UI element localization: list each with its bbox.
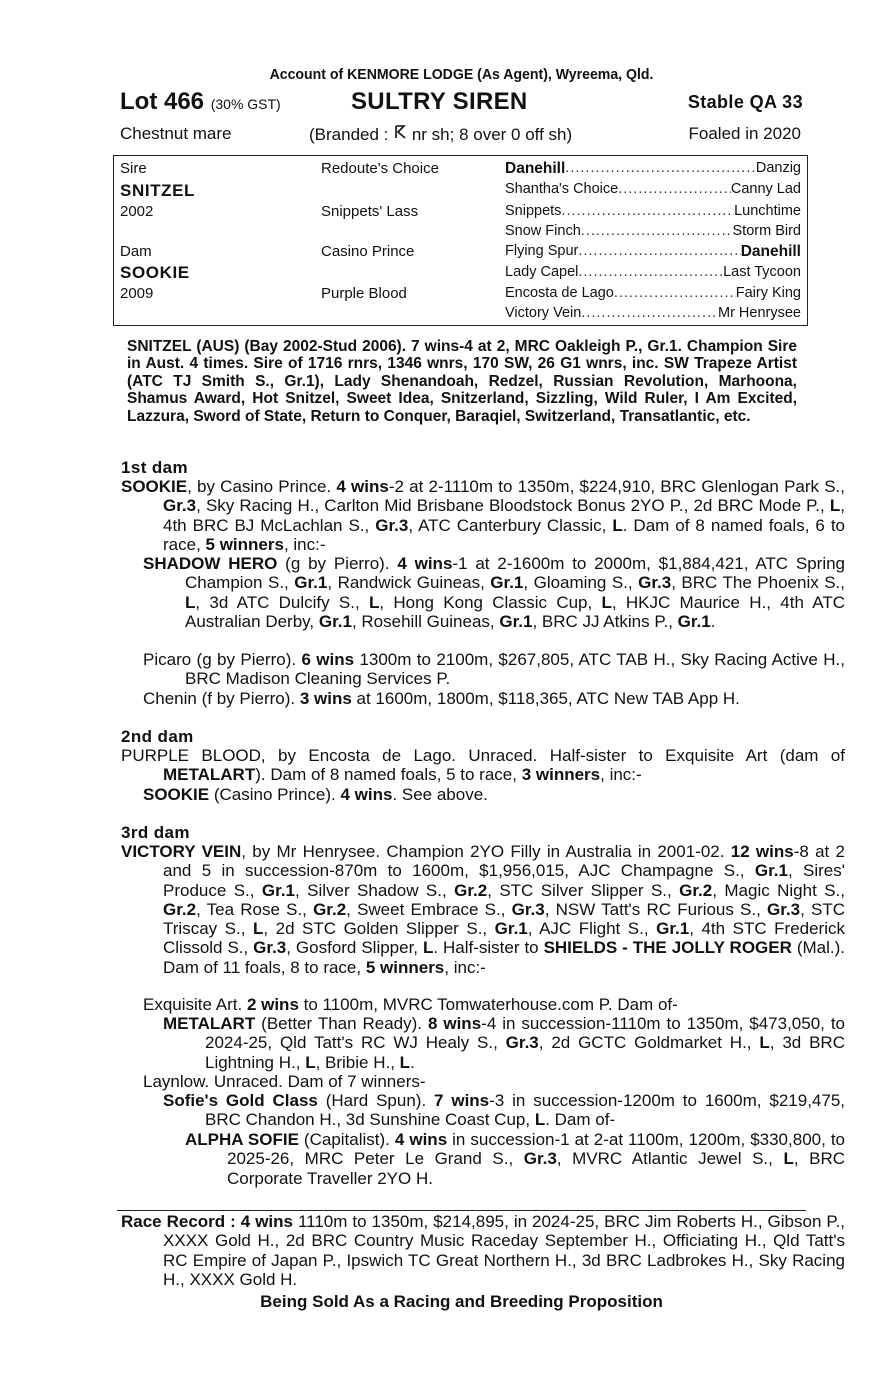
text-segment: (Capitalist). [298,1130,395,1149]
text-segment: -3 in succession-1200m to 1600m, $219,475, BRC Chandon H., 3d Sunshine Coast Cup, [205,1091,846,1130]
text-segment: L [829,496,841,516]
text-segment: -8 at 2 and 5 in succession-870m to 1600m, $1,956,015, AJC Champagne S., [163,842,846,881]
brand-mark-icon [393,124,407,142]
text-segment: 12 wins [730,842,794,861]
text-segment: . [410,1052,415,1072]
text-segment: ALPHA SOFIE [185,1130,299,1149]
stable-label: Stable QA 33 [687,92,803,112]
leader-dots [565,160,756,178]
lot-number [120,88,281,116]
text-segment: Gr.1 [656,919,690,939]
text-segment: , Silver Shadow S., [295,880,455,900]
g3-right: Fairy King [735,285,801,301]
text-segment: Gr.2 [163,899,197,919]
first-dam-sookie [121,477,845,554]
text-segment: Gr.1 [261,880,296,900]
text-segment: , BRC The Phoenix S., [671,573,845,593]
g3-right: Canny Lad [730,181,801,197]
text-segment: L [305,1052,316,1072]
leader-dots [561,203,734,219]
pedigree-g3-row [505,203,801,219]
text-segment: , 3d BRC Lightning H., [205,1033,845,1072]
g3-left: Snippets [505,203,562,219]
text-segment: Gr.3 [638,573,672,593]
leader-dots [581,305,718,321]
text-segment: 8 wins [427,1014,482,1033]
text-segment: L [759,1033,770,1053]
progeny-metalart [163,1014,845,1072]
text-segment: (Better Than Ready). [255,1014,428,1033]
text-segment: , Sky Racing H., Carlton Mid Brisbane Bloodstock Bonus 2YO P., 2d BRC Mode P., [196,496,830,516]
text-segment: Gr.3 [375,515,409,535]
progeny-shadow-hero [143,554,845,631]
text-segment: Gr.1 [677,611,711,631]
text-segment: , STC Silver Slipper S., [487,880,680,900]
text-segment: VICTORY VEIN [121,842,242,861]
text-segment: , STC Triscay S., [163,899,845,939]
sire-sire: Redoute's Choice [321,160,439,177]
text-segment: Gr.3 [253,938,287,958]
sire-dam: Snippets' Lass [321,203,419,220]
lot-line [120,88,803,118]
text-segment: , Gloaming S., [523,573,639,593]
text-segment: Gr.3 [767,899,801,919]
text-segment: Gr.3 [505,1033,539,1053]
horse-name: SULTRY SIREN [351,88,528,115]
text-segment: 4 wins [340,785,393,804]
text-segment: 3 wins [299,689,352,708]
text-segment: Gr.1 [754,861,788,881]
text-segment: Laynlow. Unraced. Dam of 7 winners- [143,1072,426,1091]
progeny-sookie [143,785,845,804]
text-segment: 5 winners [365,957,445,977]
text-segment: . Dam of 8 named foals, 6 to race, [163,515,845,554]
brand-prefix: (Branded : [309,125,394,144]
g3-right: Last Tycoon [723,264,801,280]
race-record [121,1212,845,1289]
text-segment: Picaro (g by Pierro). [143,650,302,669]
text-segment: Chenin (f by Pierro). [143,689,300,708]
progeny-exquisite-art [143,995,845,1014]
text-segment: Gr.2 [679,880,713,900]
progeny-sofies-gold-class [163,1091,845,1130]
text-segment: , inc:- [600,765,642,785]
text-segment: -1 at 2-1600m to 2000m, $1,884,421, ATC Spring Champion S., [185,554,846,593]
text-segment: , 4th STC Frederick Clissold S., [163,919,845,958]
gst-label: (30% GST) [210,96,281,112]
text-segment: . Dam of- [545,1110,616,1130]
text-segment: , Gosford Slipper, [286,938,423,958]
text-segment: , Magic Night S., [712,880,846,900]
g3-right: Storm Bird [732,223,801,239]
text-segment: 1300m to 2100m, $267,805, ATC TAB H., Sky Racing Active H., BRC Madison Cleaning Services P. [185,650,845,689]
text-segment: 3 winners [521,765,601,785]
g3-left: Shantha's Choice [505,181,619,197]
progeny-alpha-sofie [185,1130,845,1188]
leader-dots [614,285,736,301]
text-segment: Race Record : 4 wins [121,1212,293,1231]
text-segment: SHIELDS - THE JOLLY ROGER [543,938,792,958]
progeny-picaro [143,650,845,689]
text-segment: 4 wins [336,477,389,496]
text-segment: 2 wins [246,995,299,1014]
sire-summary: SNITZEL (AUS) (Bay 2002-Stud 2006). 7 wins-4 at 2, MRC Oakleigh P., Gr.1. Champion Sire in Aust. 4 times. Sire of 1716 rnrs, 1346 wnrs, 170 SW, 26 G1 wnrs, inc. SW Trapeze Artist (ATC TJ Smith S., Gr.1), Lady Shenandoah, Redzel, Russian Revolution, Marhoona, Shamus Award, Hot Snitzel, Sweet Idea, Snitzerland, Sizzling, Wild Ruler, I Am Excited, Lazzura, Sword of State, Return to Conquer, Baraqiel, Switzerland, Transatlantic, etc. [127,338,797,425]
third-dam-heading: 3rd dam [121,823,190,842]
divider [117,1210,806,1211]
pedigree-g3-row [505,264,801,280]
sex-colour: Chestnut mare [120,124,232,143]
text-segment: , HKJC Maurice H., 4th ATC Australian Derby, [185,592,845,631]
text-segment: Sofie's Gold Class [163,1091,318,1110]
text-segment: , Sweet Embrace S., [346,899,512,919]
g3-right: Danehill [740,243,801,260]
pedigree-table [113,155,808,326]
second-dam-heading: 2nd dam [121,727,194,746]
text-segment: (g by Pierro). [277,554,398,573]
text-segment: Gr.3 [523,1149,557,1169]
text-segment: . Half-sister to [433,938,544,958]
text-segment: 4 wins [394,1130,448,1149]
text-segment: to 1100m, MVRC Tomwaterhouse.com P. Dam of- [298,995,678,1014]
text-segment: 7 wins [434,1091,490,1110]
g3-right: Lunchtime [734,203,801,219]
text-segment: L [252,919,264,939]
dam-dam: Purple Blood [321,285,407,302]
text-segment: Gr.2 [454,880,488,900]
pedigree-g3-row [505,305,801,321]
g3-left: Danehill [505,160,566,177]
pedigree-g3-row [505,160,801,178]
text-segment: , by Casino Prince. [187,477,337,496]
text-segment: Gr.3 [511,899,545,919]
text-segment: L [612,515,623,535]
text-segment: ). Dam of 8 named foals, 5 to race, [255,765,522,785]
text-segment: Gr.1 [494,919,528,939]
text-segment: 4 wins [397,554,453,573]
text-segment: SOOKIE [121,477,188,496]
text-segment: , Bribie H., [315,1052,400,1072]
first-dam-heading: 1st dam [121,458,189,477]
dam-label: Dam [120,243,152,260]
text-segment: , 2d GCTC Goldmarket H., [538,1033,760,1053]
foaled-year: Foaled in 2020 [688,124,801,143]
sale-note: Being Sold As a Racing and Breeding Proposition [260,1292,663,1311]
leader-dots [578,243,740,261]
text-segment: , BRC Corporate Traveller 2YO H. [227,1149,845,1188]
text-segment: Gr.1 [490,573,524,593]
sire-name: SNITZEL [120,181,196,200]
g3-right: Danzig [755,160,801,176]
text-segment: Gr.2 [313,899,347,919]
g3-left: Lady Capel [505,264,579,280]
text-segment: , Rosehill Guineas, [351,611,500,631]
g3-left: Encosta de Lago [505,285,614,301]
text-segment: Exquisite Art. [143,995,247,1014]
text-segment: , AJC Flight S., [527,919,657,939]
text-segment: , 3d ATC Dulcify S., [195,592,369,612]
account-line: Account of KENMORE LODGE (As Agent), Wyreema, Qld. [269,66,654,83]
dam-name: SOOKIE [120,263,190,282]
text-segment: PURPLE BLOOD, by Encosta de Lago. Unraced. Half-sister to Exquisite Art (dam of [121,746,845,765]
text-segment: L [783,1149,794,1169]
text-segment: , BRC JJ Atkins P., [532,611,678,631]
text-segment: (Hard Spun). [317,1091,435,1110]
text-segment: , Hong Kong Classic Cup, [379,592,602,612]
text-segment: L [399,1052,411,1072]
text-segment: . See above. [392,785,488,804]
text-segment: . [710,611,716,631]
text-segment: 6 wins [301,650,355,669]
text-segment: (Casino Prince). [209,785,341,804]
text-segment: L [534,1110,546,1130]
text-segment: (Mal.). Dam of 11 foals, 8 to race, [163,938,845,977]
leader-dots [618,181,731,197]
text-segment: , MVRC Atlantic Jewel S., [556,1149,784,1169]
progeny-laynlow [143,1072,845,1091]
text-segment: L [601,592,612,612]
text-segment: , inc:- [283,534,326,554]
sire-year: 2002 [120,203,154,220]
text-segment: 1110m to 1350m, $214,895, in 2024-25, BRC Jim Roberts H., Gibson P., XXXX Gold H., 2d BRC Country Music Raceday September H., Officiating H., Qld Tatt's RC Empire of Japan P., Ipswich TC Great Northern H., 3d BRC Ladbrokes H., Sky Racing H., XXXX Gold H. [163,1212,845,1289]
brand-suffix: nr sh; 8 over 0 off sh) [407,125,573,144]
text-segment: , inc:- [444,957,486,977]
text-segment: SOOKIE [143,785,210,804]
g3-left: Victory Vein [505,305,582,321]
third-dam-victory-vein [121,842,845,977]
text-segment: L [185,592,196,612]
text-segment: , Sires' Produce S., [163,861,845,900]
pedigree-g3-row [505,243,801,261]
text-segment: L [422,938,434,958]
text-segment: , 2d STC Golden Slipper S., [263,919,495,939]
second-dam-purple-blood [121,746,845,785]
progeny-chenin [143,689,845,708]
text-segment: Gr.1 [499,611,533,631]
text-segment: , NSW Tatt's RC Furious S., [544,899,767,919]
leader-dots [581,223,733,239]
pedigree-g3-row [505,223,801,239]
text-segment: in succession-1 at 2-at 1100m, 1200m, $330,800, to 2025-26, MRC Peter Le Grand S., [227,1130,846,1169]
text-segment: L [368,592,380,612]
text-segment: -4 in succession-1110m to 1350m, $473,050, to 2024-25, Qld Tatt's RC WJ Healy S., [205,1014,846,1053]
text-segment: Gr.3 [163,496,197,516]
text-segment: 5 winners [205,534,284,554]
text-segment: METALART [163,765,256,785]
text-segment: , Randwick Guineas, [327,573,491,593]
text-segment: -2 at 2-1110m to 1350m, $224,910, BRC Glenlogan Park S., [388,477,845,496]
text-segment: Gr.1 [318,611,352,631]
g3-left: Snow Finch [505,223,581,239]
text-segment: at 1600m, 1800m, $118,365, ATC New TAB App H. [351,689,740,708]
text-segment: , by Mr Henrysee. Champion 2YO Filly in Australia in 2001-02. [241,842,731,861]
dam-sire: Casino Prince [321,243,415,260]
lot-label: Lot 466 [120,88,205,115]
pedigree-g3-row [505,285,801,301]
leader-dots [578,264,723,280]
text-segment: METALART [163,1014,256,1033]
sire-label: Sire [120,160,147,177]
g3-right: Mr Henrysee [718,305,801,321]
text-segment: SHADOW HERO [143,554,278,573]
brand-info [309,124,572,145]
pedigree-g3-row [505,181,801,197]
text-segment: , ATC Canterbury Classic, [408,515,613,535]
info-line [120,124,803,146]
text-segment: , 4th BRC BJ McLachlan S., [163,496,845,535]
text-segment: , Tea Rose S., [196,899,314,919]
g3-left: Flying Spur [505,243,579,259]
dam-year: 2009 [120,285,154,302]
text-segment: Gr.1 [294,573,328,593]
